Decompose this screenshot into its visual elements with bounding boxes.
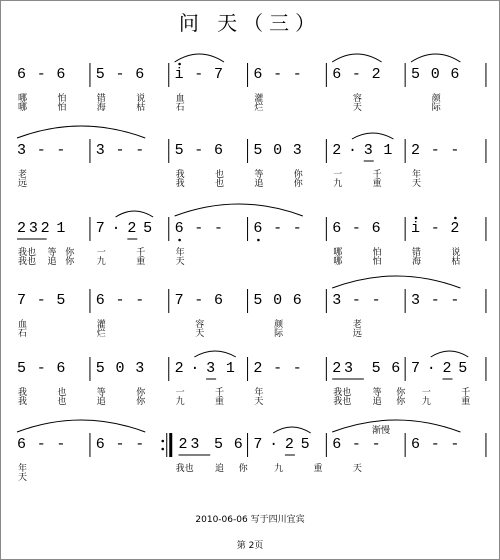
lyric-verse-2: 远	[352, 329, 362, 339]
jianpu-note: 2	[332, 142, 342, 159]
jianpu-note: 6	[56, 66, 66, 83]
slur	[352, 133, 393, 139]
lyric-verse-1: 哪	[333, 248, 343, 258]
lyric-verse-2: 你	[396, 397, 406, 407]
jianpu-note: 5	[174, 142, 184, 159]
jianpu-dash: -	[194, 142, 204, 159]
lyric-verse-2: 海	[96, 103, 106, 113]
lyric-verse-2: 你	[293, 179, 303, 189]
lyric-verse-2: 际	[431, 103, 441, 113]
octave-dot	[454, 217, 457, 220]
jianpu-note: 6	[214, 292, 224, 309]
lyric-verse-1: 也	[215, 170, 225, 180]
lyric-verse-1: 颜	[274, 320, 284, 330]
octave-dot	[178, 63, 181, 66]
octave-dot	[415, 217, 418, 220]
lyric-verse-2: 追	[96, 397, 106, 407]
jianpu-note: 7	[253, 436, 263, 453]
lyric-verse-1: 你	[396, 388, 406, 398]
jianpu-dash: -	[351, 220, 361, 237]
jianpu-note: 5	[300, 436, 310, 453]
lyric-verse-2: 我	[175, 179, 185, 189]
jianpu-note: 7	[174, 292, 184, 309]
jianpu-dot: ·	[426, 360, 436, 377]
jianpu-note: 7	[95, 220, 105, 237]
slur	[194, 351, 235, 357]
jianpu-dash: -	[135, 142, 145, 159]
lyric-verse-1: 重	[313, 464, 323, 474]
lyric-verse-1: 千	[136, 248, 146, 258]
lyric-verse-2: 枯	[136, 103, 146, 113]
jianpu-note: 3	[190, 436, 200, 453]
jianpu-note: 6	[253, 66, 263, 83]
jianpu-dash: -	[371, 436, 381, 453]
lyric-verse-2: 重	[461, 397, 471, 407]
lyric-verse-1: 说	[136, 94, 146, 104]
lyric-verse-1: 灌	[254, 94, 264, 104]
lyric-verse-1: 老	[18, 170, 28, 180]
jianpu-note: 6	[411, 436, 421, 453]
lyric-verse-1: 你	[136, 388, 146, 398]
jianpu-note: 0	[273, 142, 283, 159]
jianpu-note: 6	[332, 66, 342, 83]
jianpu-note: 0	[430, 66, 440, 83]
lyric-verse-2: 九	[421, 397, 431, 407]
jianpu-note: 2	[442, 360, 452, 377]
jianpu-note: 6	[214, 142, 224, 159]
lyric-verse-1: 等	[47, 248, 57, 258]
lyric-verse-2: 九	[96, 257, 106, 267]
jianpu-dash: -	[36, 360, 46, 377]
jianpu-note: 3	[411, 292, 421, 309]
jianpu-note: 6	[332, 436, 342, 453]
lyric-verse-2: 你	[136, 397, 146, 407]
jianpu-note: 6	[253, 220, 263, 237]
tempo-mark: 渐慢	[372, 426, 391, 436]
jianpu-note: 3	[135, 360, 145, 377]
page-title: 问 天（三）	[178, 11, 322, 35]
lyric-verse-2: 远	[18, 179, 28, 189]
jianpu-dash: -	[194, 292, 204, 309]
lyric-verse-2: 也	[215, 179, 225, 189]
jianpu-note: 6	[233, 436, 243, 453]
jianpu-dash: -	[371, 292, 381, 309]
jianpu-note: 1	[225, 360, 235, 377]
lyric-verse-2: 海	[412, 257, 422, 267]
lyric-verse-2: 石	[18, 329, 28, 339]
lyric-verse-1: 错	[412, 248, 422, 258]
jianpu-dash: -	[214, 220, 224, 237]
lyric-verse-1: 容	[352, 94, 362, 104]
jianpu-note: 7	[411, 360, 421, 377]
jianpu-dash: -	[56, 142, 66, 159]
jianpu-dash: -	[273, 66, 283, 83]
lyric-verse-1: 等	[372, 388, 382, 398]
jianpu-note: 6	[95, 292, 105, 309]
lyric-verse-1: 你	[238, 464, 248, 474]
lyric-verse-1: 千	[372, 170, 382, 180]
lyric-verse-2: 重	[372, 179, 382, 189]
lyric-verse-2: 九	[175, 397, 185, 407]
lyric-verse-2: 烂	[254, 103, 264, 113]
slur	[273, 427, 311, 433]
lyric-verse-2: 天	[175, 257, 185, 267]
jianpu-dot: ·	[190, 360, 200, 377]
jianpu-dash: -	[273, 360, 283, 377]
lyric-verse-1: 血	[175, 94, 185, 104]
jianpu-dash: -	[292, 220, 302, 237]
lyric-verse-1: 怕	[372, 248, 382, 258]
lyric-verse-1: 一	[96, 248, 106, 258]
jianpu-dash: -	[351, 292, 361, 309]
score-marks	[1, 1, 499, 559]
lyric-verse-1: 错	[96, 94, 106, 104]
jianpu-note: 3	[363, 142, 373, 159]
jianpu-note: 2	[284, 436, 294, 453]
jianpu-note: 5	[214, 436, 224, 453]
jianpu-dash: -	[36, 66, 46, 83]
jianpu-note: 6	[17, 436, 27, 453]
slur	[175, 54, 224, 62]
lyric-verse-1: 灌	[96, 320, 106, 330]
jianpu-note: 2	[40, 220, 50, 237]
jianpu-note: 6	[371, 220, 381, 237]
tie	[17, 420, 145, 432]
lyric-verse-2: 天	[412, 179, 422, 189]
jianpu-note: 3	[95, 142, 105, 159]
jianpu-dash: -	[194, 66, 204, 83]
jianpu-note: 3	[28, 220, 38, 237]
jianpu-dash: -	[135, 436, 145, 453]
jianpu-dash: -	[430, 292, 440, 309]
lyric-verse-2: 天	[18, 473, 28, 483]
jianpu-note: 2	[174, 360, 184, 377]
lyric-verse-2: 我也	[333, 397, 352, 407]
lyric-verse-2: 哪	[333, 257, 343, 267]
jianpu-note: 5	[411, 66, 421, 83]
jianpu-note: 2	[371, 66, 381, 83]
lyric-verse-2: 际	[274, 329, 284, 339]
lyric-verse-1: 血	[18, 320, 28, 330]
jianpu-dash: -	[115, 292, 125, 309]
jianpu-note: 6	[135, 66, 145, 83]
jianpu-dash: -	[292, 360, 302, 377]
lyric-verse-1: 追	[215, 464, 225, 474]
lyric-verse-2: 追	[47, 257, 57, 267]
lyric-verse-2: 枯	[451, 257, 461, 267]
jianpu-note: 5	[253, 292, 263, 309]
lyric-verse-2: 追	[372, 397, 382, 407]
lyric-verse-2: 你	[65, 257, 75, 267]
jianpu-note: 5	[143, 220, 153, 237]
jianpu-note: 5	[95, 360, 105, 377]
lyric-verse-1: 颜	[431, 94, 441, 104]
lyric-verse-1: 怕	[57, 94, 67, 104]
tie	[17, 126, 145, 138]
jianpu-dash: -	[273, 220, 283, 237]
jianpu-dash: -	[430, 436, 440, 453]
jianpu-dash: -	[135, 292, 145, 309]
jianpu-dash: -	[430, 142, 440, 159]
slur	[116, 211, 154, 217]
lyric-verse-2: 天	[352, 103, 362, 113]
jianpu-dash: -	[56, 436, 66, 453]
jianpu-dot: ·	[111, 220, 121, 237]
lyric-verse-1: 天	[352, 464, 362, 474]
jianpu-note: 2	[332, 360, 342, 377]
lyric-verse-2: 天	[195, 329, 205, 339]
jianpu-note: 3	[344, 360, 354, 377]
tie	[332, 276, 460, 288]
repeat-dot	[161, 448, 164, 451]
jianpu-note: 5	[56, 292, 66, 309]
lyric-verse-2: 天	[254, 397, 264, 407]
jianpu-dash: -	[115, 142, 125, 159]
page-number: 第 2页	[236, 541, 264, 551]
repeat-dot	[161, 440, 164, 443]
lyric-verse-2: 追	[254, 179, 264, 189]
slur	[332, 54, 381, 62]
lyric-verse-1: 容	[195, 320, 205, 330]
slur	[411, 54, 460, 62]
jianpu-dash: -	[430, 220, 440, 237]
lyric-verse-1: 等	[96, 388, 106, 398]
jianpu-note: 1	[56, 220, 66, 237]
lyric-verse-2: 我	[18, 397, 28, 407]
jianpu-note: 3	[206, 360, 216, 377]
lyric-verse-2: 我也	[18, 257, 37, 267]
jianpu-note: i	[174, 66, 184, 83]
lyric-verse-1: 年	[18, 464, 28, 474]
lyric-verse-1: 千	[215, 388, 225, 398]
jianpu-note: 2	[253, 360, 263, 377]
lyric-verse-1: 老	[352, 320, 362, 330]
jianpu-dot: ·	[269, 436, 279, 453]
jianpu-note: 5	[458, 360, 468, 377]
tie	[332, 420, 460, 432]
jianpu-dash: -	[36, 142, 46, 159]
lyric-verse-1: 我也	[175, 464, 194, 474]
lyric-verse-1: 年	[412, 170, 422, 180]
lyric-verse-2: 也	[57, 397, 67, 407]
jianpu-dash: -	[450, 436, 460, 453]
jianpu-dash: -	[351, 436, 361, 453]
jianpu-dash: -	[115, 436, 125, 453]
lyric-verse-2: 重	[136, 257, 146, 267]
jianpu-note: 2	[127, 220, 137, 237]
jianpu-note: 3	[292, 142, 302, 159]
lyric-verse-1: 一	[175, 388, 185, 398]
lyric-verse-1: 我	[18, 388, 28, 398]
jianpu-dash: -	[351, 66, 361, 83]
jianpu-note: 7	[214, 66, 224, 83]
jianpu-note: 6	[332, 220, 342, 237]
jianpu-note: 0	[273, 292, 283, 309]
lyric-verse-1: 你	[65, 248, 75, 258]
lyric-verse-2: 怕	[57, 103, 67, 113]
jianpu-dash: -	[36, 292, 46, 309]
jianpu-note: 3	[332, 292, 342, 309]
jianpu-note: 6	[95, 436, 105, 453]
jianpu-note: 6	[56, 360, 66, 377]
lyric-verse-1: 我也	[333, 388, 352, 398]
jianpu-note: 2	[411, 142, 421, 159]
jianpu-note: 5	[253, 142, 263, 159]
jianpu-note: 6	[174, 220, 184, 237]
jianpu-dash: -	[36, 436, 46, 453]
lyric-verse-1: 年	[175, 248, 185, 258]
lyric-verse-1: 说	[451, 248, 461, 258]
lyric-verse-1: 我也	[18, 248, 37, 258]
lyric-verse-1: 你	[293, 170, 303, 180]
jianpu-dash: -	[450, 292, 460, 309]
jianpu-note: 6	[292, 292, 302, 309]
jianpu-note: 3	[17, 142, 27, 159]
slur	[431, 351, 469, 357]
lyric-verse-2: 九	[333, 179, 343, 189]
jianpu-dot: ·	[347, 142, 357, 159]
jianpu-dash: -	[194, 220, 204, 237]
jianpu-dash: -	[115, 66, 125, 83]
jianpu-note: 5	[371, 360, 381, 377]
jianpu-note: 2	[17, 220, 27, 237]
lyric-verse-1: 千	[461, 388, 471, 398]
tie	[175, 204, 303, 216]
lyric-verse-2: 怕	[372, 257, 382, 267]
jianpu-note: 7	[17, 292, 27, 309]
jianpu-dash: -	[450, 142, 460, 159]
lyric-verse-2: 哪	[18, 103, 28, 113]
date-line: 2010-06-06 写于四川宜宾	[195, 515, 305, 525]
lyric-verse-1: 等	[254, 170, 264, 180]
jianpu-note: 5	[17, 360, 27, 377]
lyric-verse-1: 一	[333, 170, 343, 180]
jianpu-note: i	[411, 220, 421, 237]
jianpu-note: 5	[95, 66, 105, 83]
jianpu-note: 6	[17, 66, 27, 83]
jianpu-dash: -	[292, 66, 302, 83]
lyric-verse-2: 重	[215, 397, 225, 407]
jianpu-note: 6	[391, 360, 401, 377]
jianpu-note: 1	[383, 142, 393, 159]
lyric-verse-2: 石	[175, 103, 185, 113]
jianpu-note: 2	[450, 220, 460, 237]
lyric-verse-1: 我	[175, 170, 185, 180]
jianpu-note: 0	[115, 360, 125, 377]
lyric-verse-1: 也	[57, 388, 67, 398]
lyric-verse-1: 年	[254, 388, 264, 398]
lyric-verse-1: 九	[274, 464, 284, 474]
jianpu-note: 2	[178, 436, 188, 453]
lyric-verse-1: 一	[421, 388, 431, 398]
octave-dot-below	[178, 239, 181, 242]
jianpu-note: 6	[450, 66, 460, 83]
lyric-verse-2: 烂	[96, 329, 106, 339]
octave-dot-below	[257, 239, 260, 242]
lyric-verse-1: 哪	[18, 94, 28, 104]
